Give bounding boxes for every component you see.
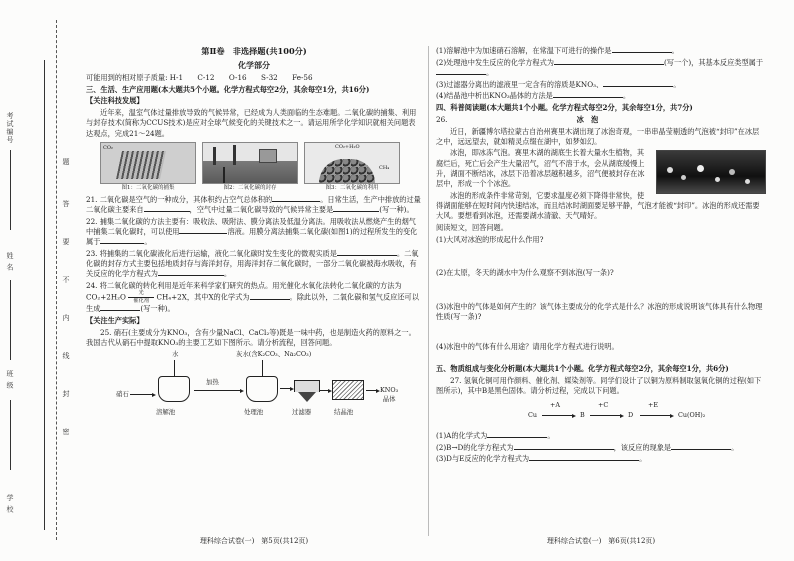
flow-product: KNO₃ 晶体 — [380, 386, 399, 404]
seal-char-1: 题 — [61, 158, 70, 166]
t2-blank-2[interactable] — [671, 443, 731, 450]
question-22: 22. 捕集二氧化碳的方法主要有：吸收法、吸附法、膜分离法及低温分离法。用吸收法从燃烧产生的烟气中捕集二氧化碳时，可以使用 溶液。用膜分离法捕集二氧化碳(如图1)的过程所发生的变化属于 。 — [86, 216, 418, 246]
figure-1 — [100, 142, 196, 193]
figure-3-caption: 图3：二氧化碳的利用 — [325, 184, 379, 191]
q26-answer-4[interactable] — [436, 354, 766, 364]
column-divider — [428, 46, 429, 536]
dissolve-tank — [158, 376, 190, 402]
q23-blank-1[interactable] — [337, 249, 397, 256]
question-25: 25. 硝石(主要成分为KNO₃，含有少量NaCl、CaCl₂等)既是一味中药，也是制造火药的原料之一。我国古代从硝石中提取KNO₃的主要工艺如下图所示。请分析流程，回答问题。 — [86, 327, 416, 348]
r1-blank[interactable] — [612, 46, 672, 53]
question-21: 21. 二氧化碳是空气的一种成分，其体积约占空气总体积的 。日常生活，生产中排放的过量二氧化碳主要来自 ，空气中过量二氧化碳导致的气候异常主要是 (写一种)。 — [86, 194, 421, 214]
seal-char-7: 封 — [61, 390, 70, 398]
flow-crystal-label: 结晶池 — [334, 408, 354, 417]
r2-blank-2[interactable] — [436, 68, 486, 75]
question-27: 27. 氢氧化铜可用作颜料、催化剂、媒染剂等。同学们设计了以铜为原料制取氢氧化铜的过程(如下图所示)，其中B是黑色固体。请分析过程，完成以下问题。 — [436, 375, 762, 395]
chain-b: B — [580, 410, 585, 419]
seal-char-8: 密 — [61, 428, 70, 436]
figure-3-label-1: CO₂+H₂O — [335, 143, 360, 150]
q26-sub-1: (1)大风对冰泡的形成起什么作用? — [436, 234, 544, 244]
flow-heat: 加热 — [206, 378, 219, 387]
article-paragraph-1: 近日，新疆博尔塔拉蒙古自治州赛里木湖出现了冰泡奇观，一串串晶莹剔透的气泡被“封印”在冰层之中，远远望去，就如精灵点缀在湖中，如梦如幻。 — [436, 126, 760, 146]
q23-blank-2[interactable] — [158, 269, 224, 276]
article-paragraph-2: 冰泡，即冰冻气泡。赛里木湖的湖底生长着大量水生植物，其腐烂后，死亡后会产生大量沼气，沼气不溶于水，会从湖底缓慢上升，湖面不断结冰，冰层下沿着冰层越积越多，沼气便被封存在冰层中，形成一个个冰泡。 — [436, 148, 645, 189]
figure-1-label: CO₂ — [103, 144, 113, 151]
footer-page-6: 理科综合试卷(一) 第6页(共12页) — [546, 537, 656, 546]
seal-char-3: 要 — [61, 238, 70, 246]
question-26-header: 26. 冰 泡 — [436, 114, 599, 124]
section-3-title: 三、生活、生产应用题(本大题共5个小题。化学方程式每空2分，其余每空1分，共16分) — [86, 84, 370, 94]
flow-ash-arrow — [262, 360, 263, 376]
t2-blank-1[interactable] — [514, 443, 614, 450]
arrow-3 — [280, 388, 292, 389]
flow-dissolve-label: 溶解池 — [156, 408, 176, 417]
flow-water: 水 — [172, 350, 179, 359]
q26-sub-2: (2)在太原，冬天的湖水中为什么观察不到冰泡(写一条)? — [436, 268, 614, 278]
q26-answer-1[interactable] — [436, 246, 766, 268]
q26-sub-4: (4)冰泡中的气体有什么用途？请用化学方程式进行说明。 — [436, 342, 619, 352]
arrow-5 — [366, 390, 378, 391]
section-4-title: 四、科普阅读题(本大题共1个小题。化学方程式每空2分，其余每空1分，共7分) — [436, 103, 693, 113]
figure-1-image — [100, 142, 196, 184]
figure-2-image — [202, 142, 298, 184]
q25-part-2: (2)处理池中发生反应的化学方程式为 (写一个)，其基本反应类型属于。 — [436, 57, 764, 77]
figure-row — [100, 142, 422, 193]
q26-sub-3: (3)冰泡中的气体是如何产生的？该气体主要成分的化学式是什么？冰泡的形成说明该气体具有什么物理性质(写一条)? — [436, 302, 763, 322]
section-5-title: 五、物质组成与变化分析题(本大题共1个小题。化学方程式每空2分，其余每空1分，共6分) — [436, 363, 729, 373]
chain-arrow-1 — [542, 415, 574, 416]
binding-strip — [0, 0, 70, 561]
flow-treat-label: 处理池 — [244, 408, 264, 417]
school-label: 学 校 — [5, 494, 14, 514]
volume-title: 第Ⅱ卷 非选择题(共100分) — [201, 46, 307, 56]
q22-blank-2[interactable] — [100, 237, 144, 244]
seal-char-2: 答 — [61, 200, 70, 208]
r4-blank[interactable] — [553, 91, 623, 98]
q24-blank-2[interactable] — [100, 304, 140, 311]
t1-blank[interactable] — [487, 431, 547, 438]
question-24: 24. 将二氧化碳的转化利用是近年来科学家们研究的热点。用光催化水氧化法转化二氧化碳的方法为CO₂+2H₂O $\frac{\text{光}}{\text{催化剂}}$ CH₄+2X，其中X的化学式为 。除此以外，二氧化碳和氢气反应还可以生成 (写一种)。 — [86, 280, 419, 314]
figure-3-image — [304, 142, 400, 184]
flow-water-arrow — [174, 360, 175, 376]
q26-answer-2[interactable] — [436, 280, 766, 302]
q26-answer-3[interactable] — [436, 324, 766, 342]
chain-arrow-3 — [640, 415, 672, 416]
q25-part-4: (4)结晶池中析出KNO₃晶体的方法是 。 — [436, 91, 631, 101]
q27-part-1: (1)A的化学式为 。 — [436, 430, 555, 440]
arrow-1 — [130, 394, 154, 395]
r3-blank[interactable] — [603, 80, 673, 87]
flow-ash-water: 灰水(含K₂CO₃、Na₂CO₃) — [236, 350, 312, 359]
name-field[interactable] — [10, 280, 11, 360]
ice-bubble-photo — [656, 150, 766, 194]
article-paragraph-4: 冰泡的形成条件非常苛刻，它要求温度必须下降得非常快，使得湖面能够在短时间内快速结冰，而且结冰时湖面要足够平静，气泡才能被“封印”。冰泡的形成还需要大风。要想看到冰泡，还需要湖水清澈、天气晴好。 — [436, 190, 760, 221]
exam-number-field[interactable] — [10, 150, 11, 230]
chain-cu: Cu — [528, 410, 538, 419]
figure-2-caption: 图2：二氧化碳的封存 — [223, 184, 277, 191]
q25-part-3: (3)过滤器分离出的滤液里一定含有的溶质是KNO₃、 。 — [436, 79, 681, 89]
process-flow — [86, 350, 422, 424]
figure-2 — [202, 142, 298, 193]
flow-filter-label: 过滤器 — [292, 408, 312, 417]
seal-char-4: 不 — [61, 276, 70, 284]
filter-funnel — [298, 392, 316, 402]
chain-a: +A — [550, 400, 560, 409]
chemistry-title: 化学部分 — [238, 59, 270, 70]
chain-c: +C — [598, 400, 609, 409]
arrow-2 — [194, 390, 242, 391]
q22-blank-1[interactable] — [179, 227, 227, 234]
exam-number-label: 考试编号 — [5, 112, 14, 144]
tag-tech: 【关注科技发展】 — [86, 96, 144, 106]
question-23: 23. 将捕集的二氧化碳液化后进行运输，液化二氧化碳时发生变化的微观实质是 。二氧化碳的封存方式主要包括地质封存与海洋封存，用海洋封存二氧化碳时，一部分二氧化碳被海水吸收，有关反应的化学方程式为 。 — [86, 248, 419, 279]
figure-1-caption: 图1：二氧化碳的捕集 — [121, 184, 175, 191]
chain-product: Cu(OH)₂ — [678, 410, 706, 419]
t3-blank[interactable] — [529, 454, 639, 461]
q21-blank-2[interactable] — [144, 205, 190, 212]
arrow-4 — [320, 390, 330, 391]
footer-page-5: 理科综合试卷(一) 第5页(共12页) — [199, 537, 309, 546]
class-field[interactable] — [10, 400, 11, 470]
figure-3-label-2: CH₄ — [379, 164, 390, 171]
q21-blank-3[interactable] — [333, 205, 379, 212]
filter-top — [294, 380, 320, 392]
page-5 — [86, 46, 422, 546]
chain-e: +E — [648, 400, 659, 409]
class-label: 班 级 — [5, 370, 14, 390]
q24-blank-1[interactable] — [250, 293, 290, 300]
treat-tank — [246, 376, 278, 402]
chain-d: D — [628, 410, 634, 419]
crystal-pool — [332, 380, 364, 400]
reaction-chain — [436, 399, 766, 427]
page-6 — [436, 46, 766, 546]
q25-part-1: (1)溶解池中为加速硝石溶解，在常温下可进行的操作是 。 — [436, 46, 679, 55]
seal-char-5: 内 — [61, 314, 70, 322]
seal-dashed-line — [56, 20, 57, 540]
intro-paragraph: 近年来，温室气体过量排放导致的气候异常，已经成为人类面临的生态难题。二氧化碳的捕集、利用与封存技术(简称为CCUS技术)是应对全球气候变化的关键技术之一。请运用所学化学知识就相关问题表达观点，完成21～24题。 — [86, 108, 417, 138]
q27-part-2: (2)B→D的化学方程式为 ，该反应的现象是 。 — [436, 442, 739, 452]
read-instruction: 阅读短文，回答问题。 — [436, 223, 508, 232]
figure-3 — [304, 142, 400, 193]
q21-blank-1[interactable] — [272, 195, 320, 202]
chain-arrow-2 — [590, 415, 622, 416]
reaction-condition: $\frac{\text{光}}{\text{催化剂}}$ — [128, 291, 154, 304]
seal-char-6: 线 — [61, 352, 70, 360]
name-label: 姓 名 — [5, 252, 14, 272]
flow-saltpeter: 硝石 — [116, 390, 129, 399]
r2-blank-1[interactable] — [554, 58, 664, 65]
q27-part-3: (3)D与E反应的化学方程式为 。 — [436, 454, 647, 464]
binding-solid-line — [44, 60, 45, 530]
atomic-masses: 可能用到的相对原子质量: H-1 C-12 O-16 S-32 Fe-56 — [86, 73, 313, 82]
tag-production: 【关注生产实际】 — [86, 316, 144, 326]
